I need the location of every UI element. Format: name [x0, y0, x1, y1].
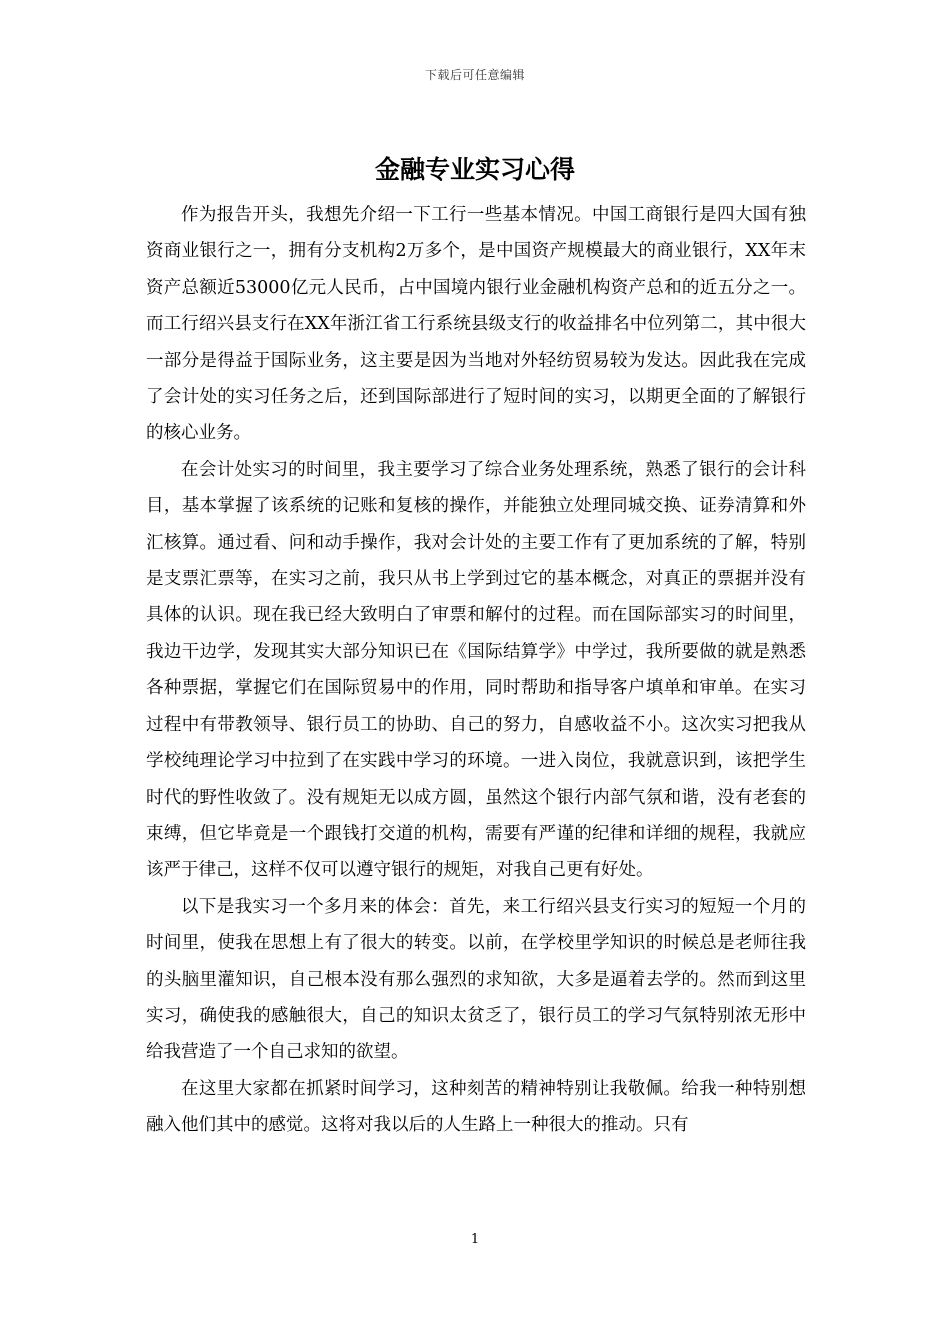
- paragraph-2: 在会计处实习的时间里，我主要学习了综合业务处理系统，熟悉了银行的会计科目，基本掌握了该系统的记账和复核的操作，并能独立处理同城交换、证券清算和外汇核算。通过看、问和动手操作，我对会计处的主要工作有了更加系统的了解，特别是支票汇票等，在实习之前，我只从书上学到过它的基本概念，对真正的票据并没有具体的认识。现在我已经大致明白了审票和解付的过程。而在国际部实习的时间里，我边干边学，发现其实大部分知识已在《国际结算学》中学过，我所要做的就是熟悉各种票据，掌握它们在国际贸易中的作用，同时帮助和指导客户填单和审单。在实习过程中有带教领导、银行员工的协助、自己的努力，自感收益不小。这次实习把我从学校纯理论学习中拉到了在实践中学习的环境。一进入岗位，我就意识到，该把学生时代的野性收敛了。没有规矩无以成方圆，虽然这个银行内部气氛和谐，没有老套的束缚，但它毕竟是一个跟钱打交道的机构，需要有严谨的纪律和详细的规程，我就应该严于律己，这样不仅可以遵守银行的规矩，对我自己更有好处。: [146, 459, 806, 881]
- paragraph-1: 作为报告开头，我想先介绍一下工行一些基本情况。中国工商银行是四大国有独资商业银行之一，拥有分支机构2万多个，是中国资产规模最大的商业银行，XX年末资产总额近53000亿元人民币，占中国境内银行业金融机构资产总和的近五分之一。而工行绍兴县支行在XX年浙江省工行系统县级支行的收益排名中位列第二，其中很大一部分是得益于国际业务，这主要是因为当地对外轻纺贸易较为发达。因此我在完成了会计处的实习任务之后，还到国际部进行了短时间的实习，以期更全面的了解银行的核心业务。: [146, 205, 806, 444]
- document-title: 金融专业实习心得: [374, 155, 575, 184]
- header-note: 下载后可任意编辑: [424, 68, 525, 82]
- document-body: [146, 197, 806, 1144]
- paragraph-3: 以下是我实习一个多月来的体会：首先，来工行绍兴县支行实习的短短一个月的时间里，使我在思想上有了很大的转变。以前，在学校里学知识的时候总是老师往我的头脑里灌知识，自己根本没有那么强烈的求知欲，大多是逼着去学的。然而到这里实习，确使我的感触很大，自己的知识太贫乏了，银行员工的学习气氛特别浓无形中给我营造了一个自己求知的欲望。: [146, 896, 806, 1063]
- page-number: 1: [470, 1232, 480, 1247]
- paragraph-4: 在这里大家都在抓紧时间学习，这种刻苦的精神特别让我敬佩。给我一种特别想融入他们其中的感觉。这将对我以后的人生路上一种很大的推动。只有: [146, 1078, 806, 1136]
